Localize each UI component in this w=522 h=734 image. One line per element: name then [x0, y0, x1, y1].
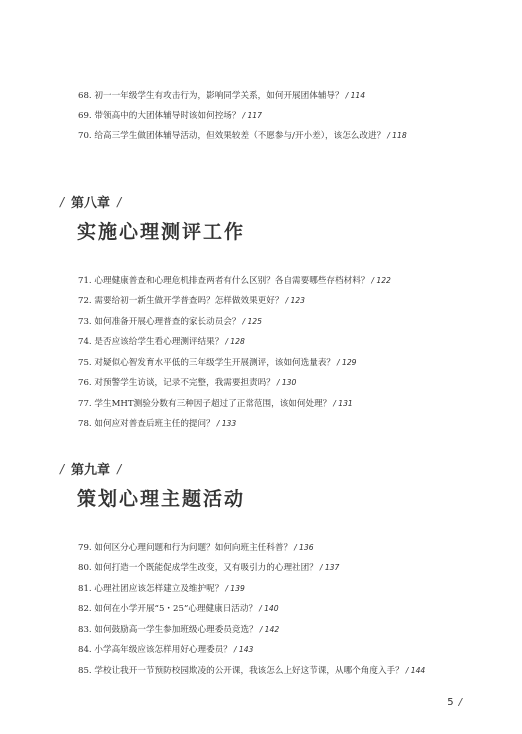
- toc-entry-85: 85. 学校让我开一节预防校园欺凌的公开课，我该怎么上好这节课，从哪个角度入手？ / 144: [78, 666, 426, 676]
- chapter-9-label: / 第九章 /: [60, 461, 122, 478]
- page-number: 5 /: [447, 697, 462, 708]
- toc-entry-83: 83. 如何鼓励高一学生参加班级心理委员竞选？ / 142: [78, 625, 280, 635]
- slash-decoration: /: [117, 461, 122, 476]
- chapter-8-label: / 第八章 /: [60, 194, 122, 211]
- toc-entry-73: 73. 如何准备开展心理普查的家长动员会？ / 125: [78, 317, 262, 327]
- toc-entry-76: 76. 对预警学生访谈，记录不完整，我需要担责吗？ / 130: [78, 378, 297, 388]
- toc-entry-80: 80. 如何打造一个既能促成学生改变，又有吸引力的心理社团？ / 137: [78, 563, 340, 573]
- slash-decoration: /: [60, 461, 65, 476]
- toc-entry-84: 84. 小学高年级应该怎样用好心理委员？ / 143: [78, 645, 254, 655]
- toc-entry-78: 78. 如何应对普查后班主任的提问？ / 133: [78, 419, 237, 429]
- toc-entry-81: 81. 心理社团应该怎样建立及维护呢？ / 139: [78, 584, 245, 594]
- toc-entry-82: 82. 如何在小学开展“5・25”心理健康日活动？ / 140: [78, 604, 279, 614]
- toc-entry-70: 70. 给高三学生做团体辅导活动，但效果较差（不愿参与/开小差），该怎么改进？ / 118: [78, 131, 407, 141]
- toc-entry-68: 68. 初一一年级学生有攻击行为，影响同学关系，如何开展团体辅导？ / 114: [78, 91, 366, 101]
- toc-entry-79: 79. 如何区分心理问题和行为问题？如何向班主任科普？ / 136: [78, 543, 314, 553]
- slash-decoration: /: [117, 194, 122, 209]
- toc-entry-72: 72. 需要给初一新生做开学普查吗？怎样做效果更好？ / 123: [78, 296, 305, 306]
- toc-entry-74: 74. 是否应该给学生看心理测评结果？ / 128: [78, 337, 245, 347]
- slash-decoration: /: [458, 697, 462, 708]
- chapter-8-title: 实施心理测评工作: [77, 221, 246, 243]
- chapter-9-title: 策划心理主题活动: [77, 488, 246, 510]
- toc-entry-71: 71. 心理健康普查和心理危机排查两者有什么区别？各自需要哪些存档材料？ / 122: [78, 276, 391, 286]
- toc-entry-75: 75. 对疑似心智发育水平低的三年级学生开展测评，该如何选量表？ / 129: [78, 358, 357, 368]
- toc-entry-69: 69. 带领高中的大团体辅导时该如何控场？ / 117: [78, 111, 262, 121]
- toc-entry-77: 77. 学生MHT测验分数有三种因子超过了正常范围，该如何处理？ / 131: [78, 399, 353, 409]
- slash-decoration: /: [60, 194, 65, 209]
